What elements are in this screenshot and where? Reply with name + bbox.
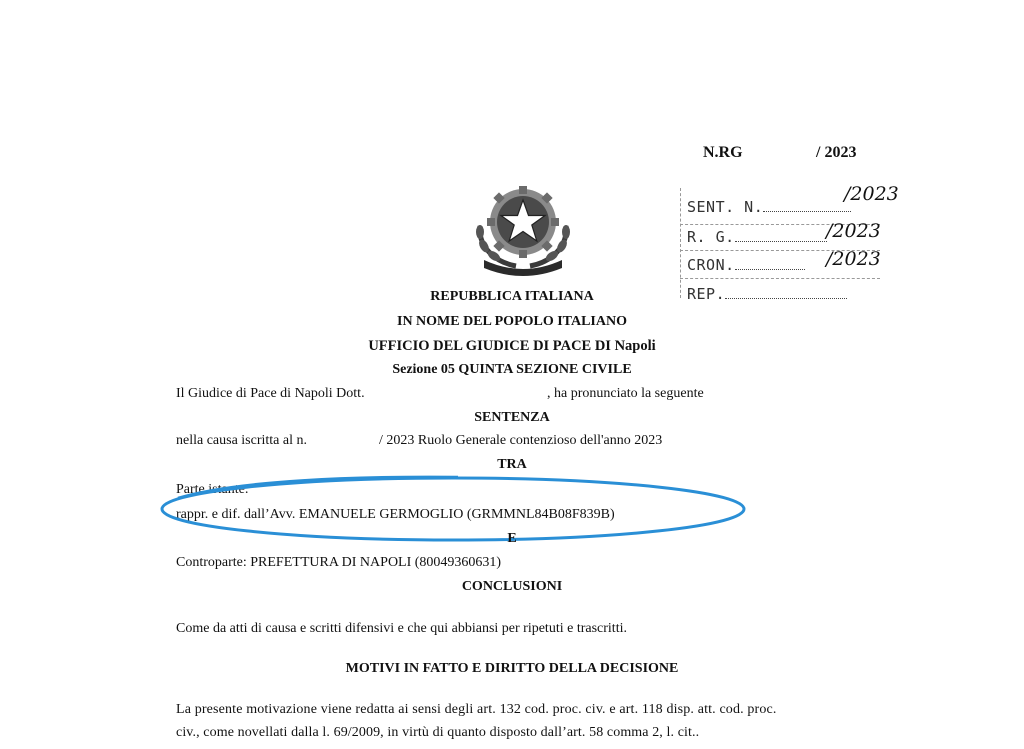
causa-text-end: / 2023 Ruolo Generale contenzioso dell'anno 2023 [379, 433, 663, 448]
conclusioni-text: Come da atti di causa e scritti difensivi e che qui abbiansi per ripetuti e trascritti. [176, 621, 627, 636]
stamp-sent-label: SENT. N. [687, 198, 764, 216]
heading-conclusioni: CONCLUSIONI [461, 579, 563, 594]
stamp-dots [735, 229, 827, 242]
stamp-cron-label: CRON. [687, 256, 735, 274]
stamp-dots [763, 199, 851, 212]
title-sezione: Sezione 05 QUINTA SEZIONE CIVILE [392, 362, 632, 377]
heading-e: E [507, 531, 517, 546]
heading-motivi: MOTIVI IN FATTO E DIRITTO DELLA DECISIONE [345, 661, 679, 676]
causa-text-start: nella causa iscritta al n. [176, 433, 307, 448]
stamp-dots [735, 257, 805, 270]
emblem-italy-icon [470, 180, 576, 278]
title-ufficio: UFFICIO DEL GIUDICE DI PACE DI Napoli [368, 338, 656, 354]
stamp-rg-handwriting: /2023 [826, 220, 881, 242]
avvocato-line: rappr. e dif. dall’Avv. EMANUELE GERMOGLIO (GRMMNL84B08F839B) [176, 507, 615, 522]
stamp-rep-label: REP. [687, 285, 726, 303]
title-repubblica: REPUBBLICA ITALIANA [430, 289, 594, 304]
motivazione-line-1: La presente motivazione viene redatta ai sensi degli art. 132 cod. proc. civ. e art. 118 disp. att. cod. proc. [176, 702, 777, 717]
motivazione-line-2: civ., come novellati dalla l. 69/2009, in virtù di quanto disposto dall’art. 58 comma 2, l. cit.. [176, 725, 700, 740]
stamp-rg-label: R. G. [687, 228, 735, 246]
nrg-label: N.RG [703, 144, 743, 161]
heading-sentenza: SENTENZA [474, 410, 550, 425]
heading-tra: TRA [497, 457, 527, 472]
title-popolo: IN NOME DEL POPOLO ITALIANO [397, 314, 627, 329]
giudice-text-end: , ha pronunciato la seguente [547, 386, 704, 401]
stamp-cron-handwriting: /2023 [826, 248, 881, 270]
stamp-border [680, 188, 681, 298]
stamp-divider [680, 278, 880, 279]
nrg-year: / 2023 [816, 144, 857, 161]
controparte-line: Controparte: PREFETTURA DI NAPOLI (80049360631) [176, 555, 502, 570]
parte-istante-label: Parte istante: [176, 482, 249, 497]
stamp-sent-handwriting: /2023 [844, 183, 899, 205]
giudice-text-start: Il Giudice di Pace di Napoli Dott. [176, 386, 365, 401]
